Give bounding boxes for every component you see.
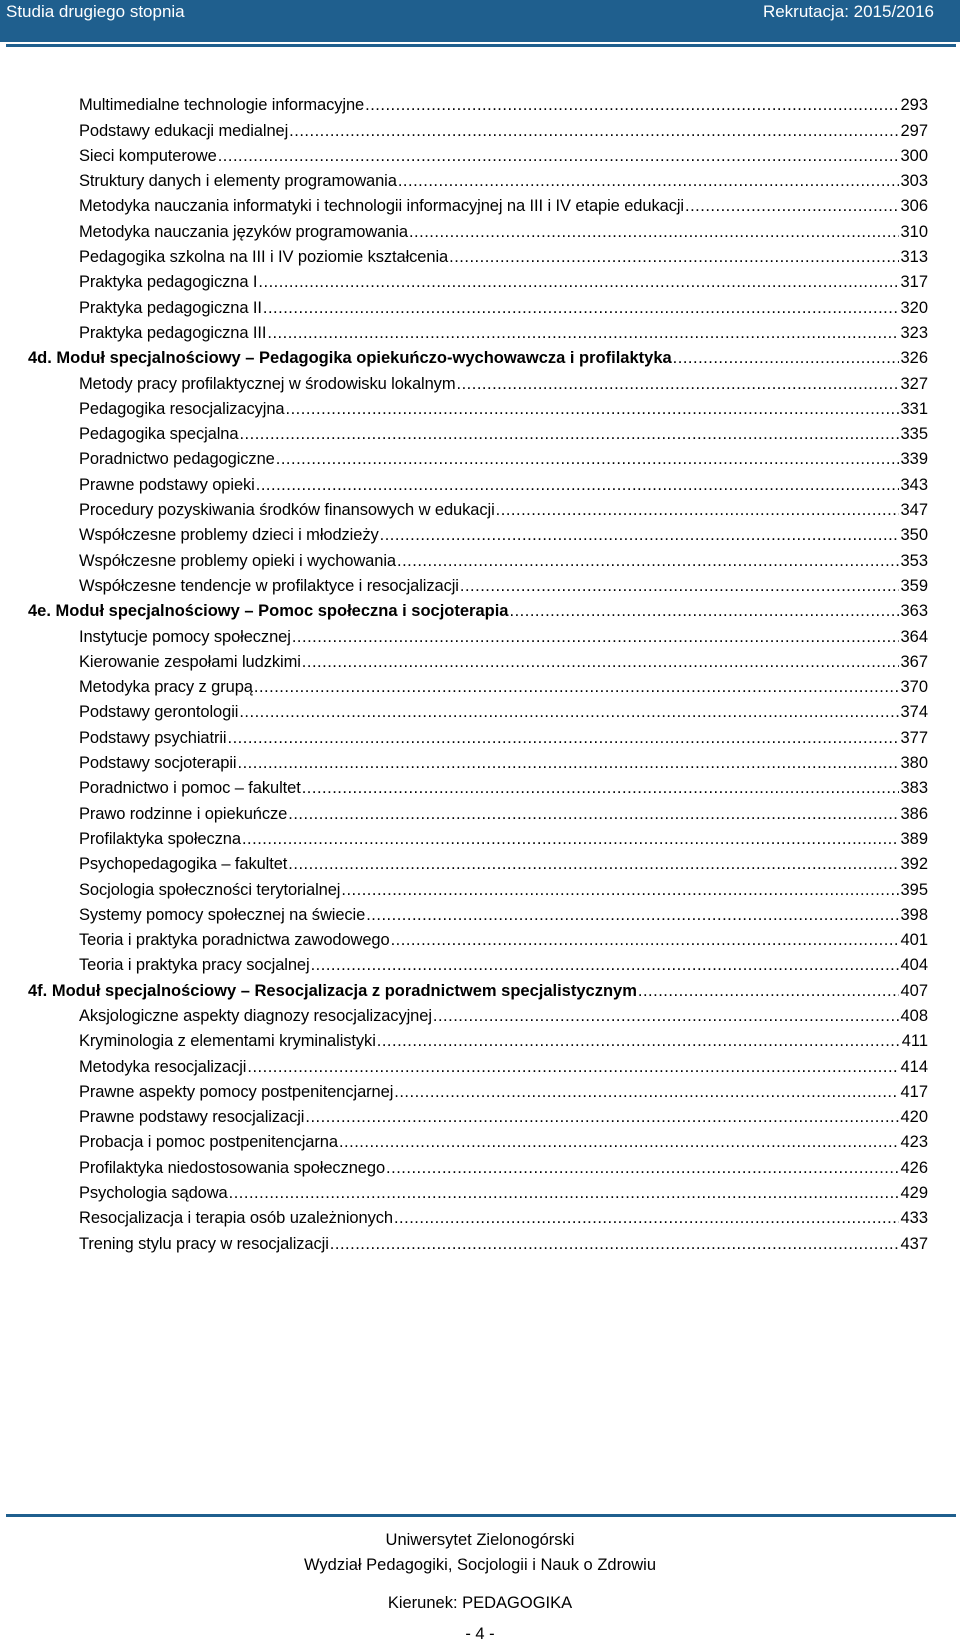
toc-section-heading[interactable] — [28, 975, 928, 1000]
toc-entry-page: 420 — [900, 1108, 928, 1127]
toc-dot-leader — [366, 905, 899, 925]
toc-entry-page: 313 — [900, 248, 928, 267]
toc-entry-page: 433 — [900, 1209, 928, 1228]
toc-entry[interactable] — [28, 798, 928, 823]
toc-dot-leader — [289, 121, 899, 141]
toc-entry-page: 323 — [900, 323, 928, 342]
footer-field: Kierunek: PEDAGOGIKA — [387, 1594, 573, 1612]
toc-dot-leader — [276, 449, 900, 469]
toc-entry-page: 310 — [900, 222, 928, 241]
toc-entry-title: Psychopedagogika – fakultet — [79, 855, 288, 874]
toc-dot-leader — [229, 1183, 900, 1203]
toc-dot-leader — [496, 500, 900, 520]
toc-entry-title: Współczesne problemy opieki i wychowania — [79, 551, 396, 570]
toc-entry[interactable] — [28, 394, 928, 419]
header-recruitment-year: Rekrutacja: 2015/2016 — [762, 2, 934, 21]
toc-entry[interactable] — [28, 571, 928, 596]
toc-entry[interactable] — [28, 520, 928, 545]
toc-dot-leader — [394, 1208, 900, 1228]
toc-entry[interactable] — [28, 773, 928, 798]
toc-entry-title: Systemy pomocy społecznej na świecie — [79, 905, 366, 924]
toc-dot-leader — [263, 298, 900, 318]
toc-entry-title: Aksjologiczne aspekty diagnozy resocjalizacyjnej — [79, 1006, 432, 1025]
toc-entry-page: 320 — [900, 298, 928, 317]
toc-entry-title: Kierowanie zespołami ludzkimi — [79, 652, 301, 671]
toc-entry[interactable] — [28, 115, 928, 140]
toc-dot-leader — [237, 753, 899, 773]
toc-entry-title: Podstawy edukacji medialnej — [79, 121, 289, 140]
toc-entry-page: 306 — [900, 197, 928, 216]
toc-entry-title: Poradnictwo i pomoc – fakultet — [79, 779, 301, 798]
toc-entry[interactable] — [28, 216, 928, 241]
toc-dot-leader — [330, 1234, 900, 1254]
toc-entry[interactable] — [28, 1102, 928, 1127]
footer-university: Uniwersytet Zielonogórski — [385, 1531, 575, 1549]
toc-dot-leader — [218, 146, 900, 166]
toc-dot-leader — [254, 677, 900, 697]
page-number: - 4 - — [465, 1625, 495, 1643]
toc-entry-page: 293 — [900, 96, 928, 115]
toc-entry[interactable] — [28, 824, 928, 849]
toc-entry-page: 389 — [900, 829, 928, 848]
toc-entry[interactable] — [28, 1001, 928, 1026]
toc-entry-title: Prawne podstawy opieki — [79, 475, 255, 494]
toc-entry-page: 363 — [900, 602, 928, 621]
toc-entry-page: 347 — [900, 501, 928, 520]
toc-dot-leader — [456, 374, 899, 394]
header-divider — [6, 44, 956, 47]
toc-entry[interactable] — [28, 950, 928, 975]
toc-section-heading[interactable] — [28, 596, 928, 621]
toc-entry-title: Teoria i praktyka poradnictwa zawodowego — [79, 931, 390, 950]
toc-entry[interactable] — [28, 647, 928, 672]
toc-entry-page: 353 — [900, 551, 928, 570]
toc-dot-leader — [638, 981, 900, 1001]
page-header — [0, 0, 960, 42]
toc-dot-leader — [386, 1158, 899, 1178]
toc-dot-leader — [394, 1082, 899, 1102]
toc-entry[interactable] — [28, 1152, 928, 1177]
toc-entry[interactable] — [28, 1203, 928, 1228]
toc-entry[interactable] — [28, 292, 928, 317]
toc-entry-page: 414 — [900, 1057, 928, 1076]
toc-entry[interactable] — [28, 469, 928, 494]
toc-entry-page: 404 — [900, 956, 928, 975]
toc-entry-title: Instytucje pomocy społecznej — [79, 627, 291, 646]
toc-entry-title: Metody pracy profilaktycznej w środowisku lokalnym — [79, 374, 456, 393]
toc-dot-leader — [685, 196, 899, 216]
toc-dot-leader — [341, 880, 899, 900]
toc-entry-page: 377 — [900, 728, 928, 747]
toc-entry-page: 331 — [900, 399, 928, 418]
toc-entry[interactable] — [28, 697, 928, 722]
footer-faculty: Wydział Pedagogiki, Socjologii i Nauk o Zdrowiu — [303, 1556, 657, 1574]
toc-entry[interactable] — [28, 1051, 928, 1076]
toc-entry-page: 297 — [900, 121, 928, 140]
toc-entry[interactable] — [28, 368, 928, 393]
toc-dot-leader — [380, 525, 900, 545]
toc-entry-title: Praktyka pedagogiczna II — [79, 298, 262, 317]
toc-entry-page: 350 — [900, 526, 928, 545]
toc-entry-title: Sieci komputerowe — [79, 146, 217, 165]
toc-dot-leader — [242, 829, 900, 849]
toc-entry-title: Pedagogika specjalna — [79, 425, 239, 444]
toc-entry-page: 380 — [900, 754, 928, 773]
toc-dot-leader — [256, 475, 900, 495]
toc-dot-leader — [391, 930, 900, 950]
toc-entry[interactable] — [28, 748, 928, 773]
footer-divider — [6, 1514, 956, 1517]
toc-entry-page: 317 — [900, 273, 928, 292]
toc-entry-title: Podstawy gerontologii — [79, 703, 239, 722]
toc-entry[interactable] — [28, 722, 928, 747]
toc-entry-page: 395 — [900, 880, 928, 899]
toc-entry-title: Współczesne problemy dzieci i młodzieży — [79, 526, 379, 545]
table-of-contents — [28, 90, 928, 1254]
toc-entry-title: Resocjalizacja i terapia osób uzależnionych — [79, 1209, 393, 1228]
toc-entry-page: 359 — [900, 576, 928, 595]
toc-entry-title: Metodyka resocjalizacji — [79, 1057, 247, 1076]
toc-dot-leader — [267, 323, 899, 343]
toc-entry-title: Praktyka pedagogiczna III — [79, 323, 267, 342]
toc-entry-page: 367 — [900, 652, 928, 671]
toc-dot-leader — [449, 247, 899, 267]
toc-entry[interactable] — [28, 1026, 928, 1051]
toc-dot-leader — [239, 424, 899, 444]
toc-entry-title: Kryminologia z elementami kryminalistyki — [79, 1032, 376, 1051]
toc-dot-leader — [311, 955, 900, 975]
toc-entry[interactable] — [28, 242, 928, 267]
toc-entry-page: 437 — [900, 1234, 928, 1253]
toc-entry-page: 392 — [900, 855, 928, 874]
toc-entry[interactable] — [28, 545, 928, 570]
toc-entry[interactable] — [28, 267, 928, 292]
toc-dot-leader — [398, 171, 900, 191]
toc-entry-title: Pedagogika szkolna na III i IV poziomie kształcenia — [79, 248, 449, 267]
toc-entry-page: 386 — [900, 804, 928, 823]
toc-entry-page: 374 — [900, 703, 928, 722]
toc-entry-page: 364 — [900, 627, 928, 646]
header-study-level: Studia drugiego stopnia — [6, 2, 185, 21]
toc-entry-title: Podstawy psychiatrii — [79, 728, 227, 747]
toc-entry-page: 326 — [900, 349, 928, 368]
toc-entry[interactable] — [28, 495, 928, 520]
toc-entry-title: Teoria i praktyka pracy socjalnej — [79, 956, 310, 975]
toc-entry[interactable] — [28, 191, 928, 216]
toc-entry-title: Probacja i pomoc postpenitencjarna — [79, 1133, 338, 1152]
toc-entry-title: Metodyka nauczania informatyki i technologii informacyjnej na III i IV etapie edukacji — [79, 197, 684, 216]
toc-entry-title: Trening stylu pracy w resocjalizacji — [79, 1234, 329, 1253]
toc-entry-page: 303 — [900, 172, 928, 191]
toc-entry-title: Podstawy socjoterapii — [79, 754, 237, 773]
toc-dot-leader — [673, 348, 900, 368]
toc-entry-page: 398 — [900, 905, 928, 924]
toc-entry-title: Prawne aspekty pomocy postpenitencjarnej — [79, 1082, 394, 1101]
toc-dot-leader — [433, 1006, 900, 1026]
toc-entry-title: Socjologia społeczności terytorialnej — [79, 880, 341, 899]
toc-dot-leader — [302, 652, 900, 672]
toc-dot-leader — [397, 551, 899, 571]
toc-entry-title: 4e. Moduł specjalnościowy – Pomoc społeczna i socjoterapia — [28, 602, 509, 621]
toc-dot-leader — [409, 222, 900, 242]
toc-entry-title: Procedury pozyskiwania środków finansowych w edukacji — [79, 501, 495, 520]
toc-entry[interactable] — [28, 1228, 928, 1253]
toc-entry-title: Metodyka pracy z grupą — [79, 678, 253, 697]
toc-entry-title: Psychologia sądowa — [79, 1184, 228, 1203]
toc-entry[interactable] — [28, 925, 928, 950]
toc-entry-title: Praktyka pedagogiczna I — [79, 273, 258, 292]
toc-entry-page: 300 — [900, 146, 928, 165]
toc-dot-leader — [377, 1031, 901, 1051]
toc-entry-page: 426 — [900, 1158, 928, 1177]
toc-entry[interactable] — [28, 672, 928, 697]
toc-entry-title: Prawo rodzinne i opiekuńcze — [79, 804, 288, 823]
toc-dot-leader — [258, 272, 899, 292]
toc-dot-leader — [288, 804, 899, 824]
toc-entry-title: Profilaktyka niedostosowania społecznego — [79, 1158, 386, 1177]
toc-entry-page: 417 — [900, 1082, 928, 1101]
toc-entry[interactable] — [28, 874, 928, 899]
toc-entry-page: 423 — [900, 1133, 928, 1152]
toc-entry[interactable] — [28, 1077, 928, 1102]
toc-entry[interactable] — [28, 1178, 928, 1203]
toc-entry-page: 408 — [900, 1006, 928, 1025]
toc-entry-page: 343 — [900, 475, 928, 494]
toc-entry-page: 411 — [901, 1032, 928, 1051]
toc-entry-title: Profilaktyka społeczna — [79, 829, 241, 848]
toc-entry[interactable] — [28, 90, 928, 115]
toc-entry-page: 383 — [900, 779, 928, 798]
toc-dot-leader — [302, 778, 900, 798]
toc-dot-leader — [227, 728, 899, 748]
toc-entry-page: 370 — [900, 678, 928, 697]
toc-entry-title: Poradnictwo pedagogiczne — [79, 450, 275, 469]
toc-entry[interactable] — [28, 318, 928, 343]
toc-entry-page: 339 — [900, 450, 928, 469]
toc-entry-title: Prawne podstawy resocjalizacji — [79, 1108, 305, 1127]
toc-entry[interactable] — [28, 444, 928, 469]
toc-entry-title: Współczesne tendencje w profilaktyce i resocjalizacji — [79, 576, 459, 595]
toc-dot-leader — [288, 854, 899, 874]
toc-entry[interactable] — [28, 621, 928, 646]
toc-entry-title: Metodyka nauczania języków programowania — [79, 222, 408, 241]
toc-dot-leader — [247, 1057, 899, 1077]
toc-entry[interactable] — [28, 900, 928, 925]
toc-entry-page: 429 — [900, 1184, 928, 1203]
toc-dot-leader — [460, 576, 900, 596]
toc-entry-page: 335 — [900, 425, 928, 444]
toc-dot-leader — [292, 627, 900, 647]
toc-entry-title: Pedagogika resocjalizacyjna — [79, 399, 285, 418]
toc-dot-leader — [509, 601, 899, 621]
toc-entry[interactable] — [28, 166, 928, 191]
toc-entry[interactable] — [28, 419, 928, 444]
toc-dot-leader — [239, 702, 899, 722]
toc-entry-title: 4f. Moduł specjalnościowy – Resocjalizacja z poradnictwem specjalistycznym — [28, 981, 637, 1000]
toc-entry-title: Multimedialne technologie informacyjne — [79, 96, 365, 115]
toc-entry[interactable] — [28, 849, 928, 874]
toc-dot-leader — [305, 1107, 899, 1127]
toc-entry-title: 4d. Moduł specjalnościowy – Pedagogika opiekuńczo-wychowawcza i profilaktyka — [28, 349, 672, 368]
toc-entry-page: 401 — [900, 931, 928, 950]
toc-entry-page: 327 — [900, 374, 928, 393]
toc-entry[interactable] — [28, 1127, 928, 1152]
toc-entry[interactable] — [28, 141, 928, 166]
toc-entry-page: 407 — [900, 981, 928, 1000]
toc-dot-leader — [339, 1132, 900, 1152]
toc-section-heading[interactable] — [28, 343, 928, 368]
toc-dot-leader — [365, 95, 899, 115]
toc-entry-title: Struktury danych i elementy programowania — [79, 172, 397, 191]
toc-dot-leader — [286, 399, 900, 419]
